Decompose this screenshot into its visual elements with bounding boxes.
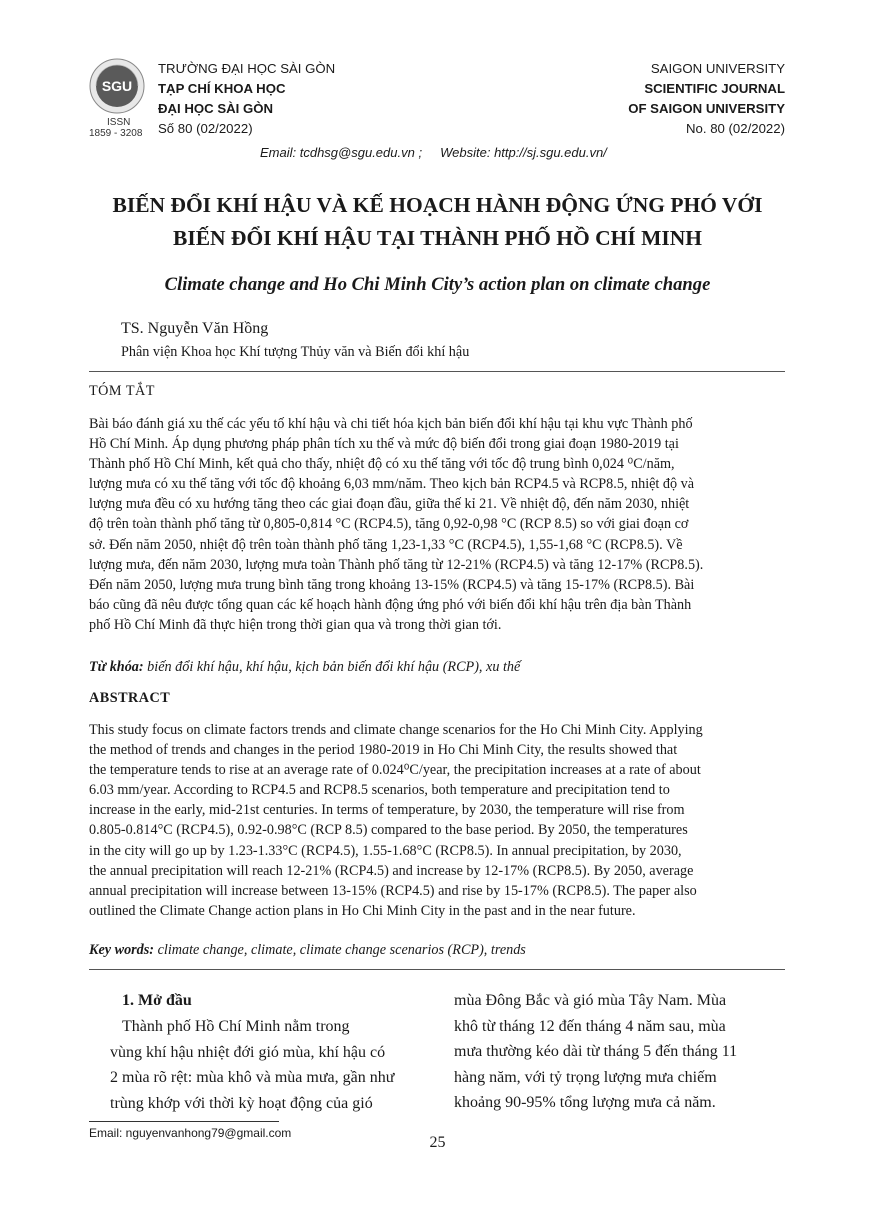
keywords-vi <box>89 659 785 676</box>
abstract-en-line: outlined the Climate Change action plans in Ho Chi Minh City in the past and in the near future. <box>89 902 636 919</box>
journal-name-vi-1: TẠP CHÍ KHOA HỌC <box>158 81 286 96</box>
journal-name-en-1: SCIENTIFIC JOURNAL <box>644 81 785 96</box>
body-right-column <box>454 988 785 1116</box>
abstract-vi-line: Hồ Chí Minh. Áp dụng phương pháp phân tích xu thế và mức độ biến đổi trong giai đoạn 1980-2019 tại <box>89 436 679 453</box>
journal-name-en-2: OF SAIGON UNIVERSITY <box>628 101 785 116</box>
abstract-vi-line: Đến năm 2050, lượng mưa trung bình tăng trong khoảng 13-15% (RCP4.5) và tăng 15-17% (RCP8.5). Bài <box>89 576 695 593</box>
logo-text: SGU <box>101 78 133 94</box>
abstract-vi-line: lượng mưa, đến năm 2030, lượng mưa toàn Thành phố tăng từ 12-21% (RCP4.5) và tăng 12-17% (RCP8.5). <box>89 556 704 573</box>
sgu-logo <box>89 58 145 114</box>
author-affiliation: Phân viện Khoa học Khí tượng Thủy văn và Biến đổi khí hậu <box>121 344 470 360</box>
abstract-en-line: the annual precipitation will reach 12-21% (RCP4.5) and increase by 12-17% (RCP8.5). By 2050, average <box>89 862 694 879</box>
footnote-email: Email: nguyenvanhong79@gmail.com <box>89 1126 292 1140</box>
issn-label: ISSN <box>107 117 131 128</box>
abstract-en-line: 6.03 mm/year. According to RCP4.5 and RCP8.5 scenarios, both temperature and precipitation tend to <box>89 782 670 799</box>
journal-header-left <box>158 59 335 139</box>
author-name: TS. Nguyễn Văn Hồng <box>121 320 269 337</box>
university-name-vi: TRƯỜNG ĐẠI HỌC SÀI GÒN <box>158 61 336 76</box>
abstract-en-line: 0.805-0.814°C (RCP4.5), 0.92-0.98°C (RCP 8.5) compared to the base period. By 2050, the temperatures <box>89 822 688 839</box>
abstract-top-rule <box>89 371 785 372</box>
body-line: hàng năm, với tỷ trọng lượng mưa chiếm <box>454 1068 717 1086</box>
body-left-column <box>110 1014 422 1116</box>
abstract-en-line: the method of trends and changes in the period 1980-2019 in Ho Chi Minh City, the results showed that <box>89 742 678 759</box>
body-line: vùng khí hậu nhiệt đới gió mùa, khí hậu có <box>110 1043 386 1061</box>
journal-name-vi-2: ĐẠI HỌC SÀI GÒN <box>158 101 274 116</box>
title-vi-line-1: BIẾN ĐỔI KHÍ HẬU VÀ KẾ HOẠCH HÀNH ĐỘNG ỨNG PHÓ VỚI <box>112 193 763 217</box>
abstract-en-line: annual precipitation will increase between 13-15% (RCP4.5) and rise by 15-17% (RCP8.5). The paper also <box>89 882 697 899</box>
abstract-en-line: in the city will go up by 1.23-1.33°C (RCP4.5), 1.55-1.68°C (RCP8.5). In annual precipitation, by 2030, <box>89 842 682 859</box>
issn-number: 1859 - 3208 <box>89 128 143 139</box>
body-line: Thành phố Hồ Chí Minh nằm trong <box>122 1018 350 1035</box>
abstract-en-body <box>89 720 785 921</box>
section-heading: 1. Mở đầu <box>122 992 192 1009</box>
title-en: Climate change and Ho Chi Minh City’s action plan on climate change <box>164 274 711 295</box>
footnote-rule <box>89 1121 279 1122</box>
abstract-vi-line: lượng mưa đều có xu hướng tăng theo các giai đoạn đầu, giữa thế kỉ 21. Về nhiệt độ, đến năm 2030, nhiệt <box>89 496 690 513</box>
abstract-bottom-rule <box>89 969 785 970</box>
university-name-en: SAIGON UNIVERSITY <box>650 61 785 76</box>
contact-line: Email: tcdhsg@sgu.edu.vn ; Website: http://sj.sgu.edu.vn/ <box>260 145 607 160</box>
page-number: 25 <box>429 1134 446 1151</box>
issue-number-en: No. 80 (02/2022) <box>686 121 785 136</box>
abstract-vi-line: Thành phố Hồ Chí Minh, kết quả cho thấy, nhiệt độ có xu thế tăng với tốc độ trung bình 0,024 ⁰C/năm, <box>89 456 675 473</box>
issue-number-vi: Số 80 (02/2022) <box>158 121 253 136</box>
abstract-en-heading: ABSTRACT <box>89 690 171 706</box>
abstract-vi-line: Bài báo đánh giá xu thế các yếu tố khí hậu và chi tiết hóa kịch bản biến đổi khí hậu tại khu vực Thành phố <box>89 416 693 432</box>
body-line: mưa thường kéo dài từ tháng 5 đến tháng 11 <box>454 1043 738 1061</box>
keywords-vi-text: biến đổi khí hậu, khí hậu, kịch bản biến đổi khí hậu (RCP), xu thế <box>143 659 521 675</box>
body-line: khoảng 90-95% tổng lượng mưa cả năm. <box>454 1094 716 1112</box>
abstract-en-line: This study focus on climate factors trends and climate change scenarios for the Ho Chi Minh City. Applying <box>89 722 703 738</box>
abstract-vi-line: phố Hồ Chí Minh đã thực hiện trong thời gian qua và trong thời gian tới. <box>89 616 502 633</box>
body-line: mùa Đông Bắc và gió mùa Tây Nam. Mùa <box>454 992 727 1009</box>
abstract-vi-line: lượng mưa có xu thế tăng với tốc độ khoảng 6,03 mm/năm. Theo kịch bản RCP4.5 và RCP8.5, nhiệt độ và <box>89 476 695 493</box>
body-line: 2 mùa rõ rệt: mùa khô và mùa mưa, gần như <box>110 1069 395 1087</box>
abstract-vi-heading: TÓM TẮT <box>89 383 155 399</box>
abstract-en-line: the temperature tends to rise at an average rate of 0.024⁰C/year, the precipitation increases at a rate of about <box>89 762 701 779</box>
abstract-vi-line: sở. Đến năm 2050, nhiệt độ trên toàn thành phố tăng 1,23-1,33 °C (RCP4.5), 1,55-1,68 °C (RCP8.5). Về <box>89 536 683 553</box>
body-line: trùng khớp với thời kỳ hoạt động của gió <box>110 1094 373 1112</box>
keywords-en-text: climate change, climate, climate change scenarios (RCP), trends <box>154 942 526 958</box>
abstract-vi-body <box>89 414 785 635</box>
body-line: khô từ tháng 12 đến tháng 4 năm sau, mùa <box>454 1017 726 1035</box>
journal-header-right <box>628 59 785 139</box>
title-vi-line-2: BIẾN ĐỔI KHÍ HẬU TẠI THÀNH PHỐ HỒ CHÍ MINH <box>172 226 702 250</box>
abstract-vi-line: báo cũng đã nêu được tổng quan các kế hoạch hành động ứng phó với biến đổi khí hậu trên địa bàn Thành <box>89 596 692 613</box>
keywords-en <box>89 942 785 959</box>
keywords-en-label: Key words: <box>89 942 155 958</box>
keywords-vi-label: Từ khóa: <box>89 659 144 675</box>
abstract-en-line: increase in the early, mid-21st centuries. In terms of temperature, by 2030, the temperature will rise from <box>89 802 685 819</box>
abstract-vi-line: độ trên toàn thành phố tăng từ 0,805-0,814 °C (RCP4.5), tăng 0,92-0,98 °C (RCP 8.5) so với giai đoạn cơ <box>89 516 689 533</box>
